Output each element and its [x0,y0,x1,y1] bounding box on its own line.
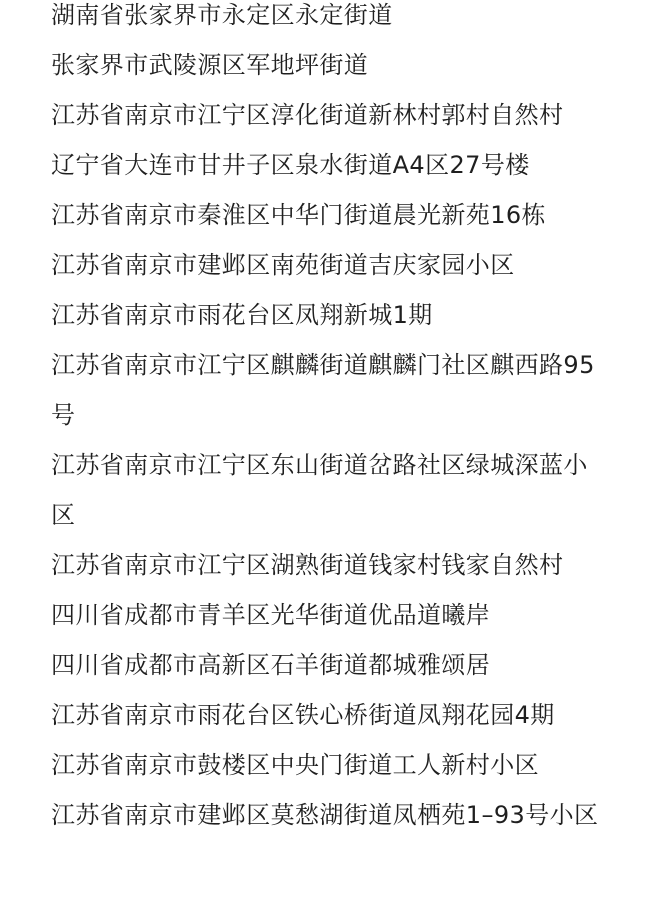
list-item: 四川省成都市高新区石羊街道都城雅颂居 [51,651,491,679]
list-item: 江苏省南京市建邺区南苑街道吉庆家园小区 [51,251,515,279]
list-item: 江苏省南京市建邺区莫愁湖街道凤栖苑1–93号小区 [51,801,599,829]
address-list [51,0,611,840]
list-item: 江苏省南京市江宁区麒麟街道麒麟门社区麒西路95号 [51,351,595,429]
list-item: 张家界市武陵源区军地坪街道 [51,51,369,79]
list-item: 四川省成都市青羊区光华街道优品道曦岸 [51,601,491,629]
list-item: 湖南省张家界市永定区永定街道 [51,1,393,29]
list-item: 江苏省南京市雨花台区铁心桥街道凤翔花园4期 [51,701,555,729]
list-item: 江苏省南京市江宁区东山街道岔路社区绿城深蓝小区 [51,451,588,529]
list-item: 江苏省南京市雨花台区凤翔新城1期 [51,301,433,329]
list-item: 江苏省南京市鼓楼区中央门街道工人新村小区 [51,751,539,779]
list-item: 江苏省南京市江宁区淳化街道新林村郭村自然村 [51,101,564,129]
list-item: 辽宁省大连市甘井子区泉水街道A4区27号楼 [51,151,530,179]
list-item: 江苏省南京市江宁区湖熟街道钱家村钱家自然村 [51,551,564,579]
list-item: 江苏省南京市秦淮区中华门街道晨光新苑16栋 [51,201,546,229]
